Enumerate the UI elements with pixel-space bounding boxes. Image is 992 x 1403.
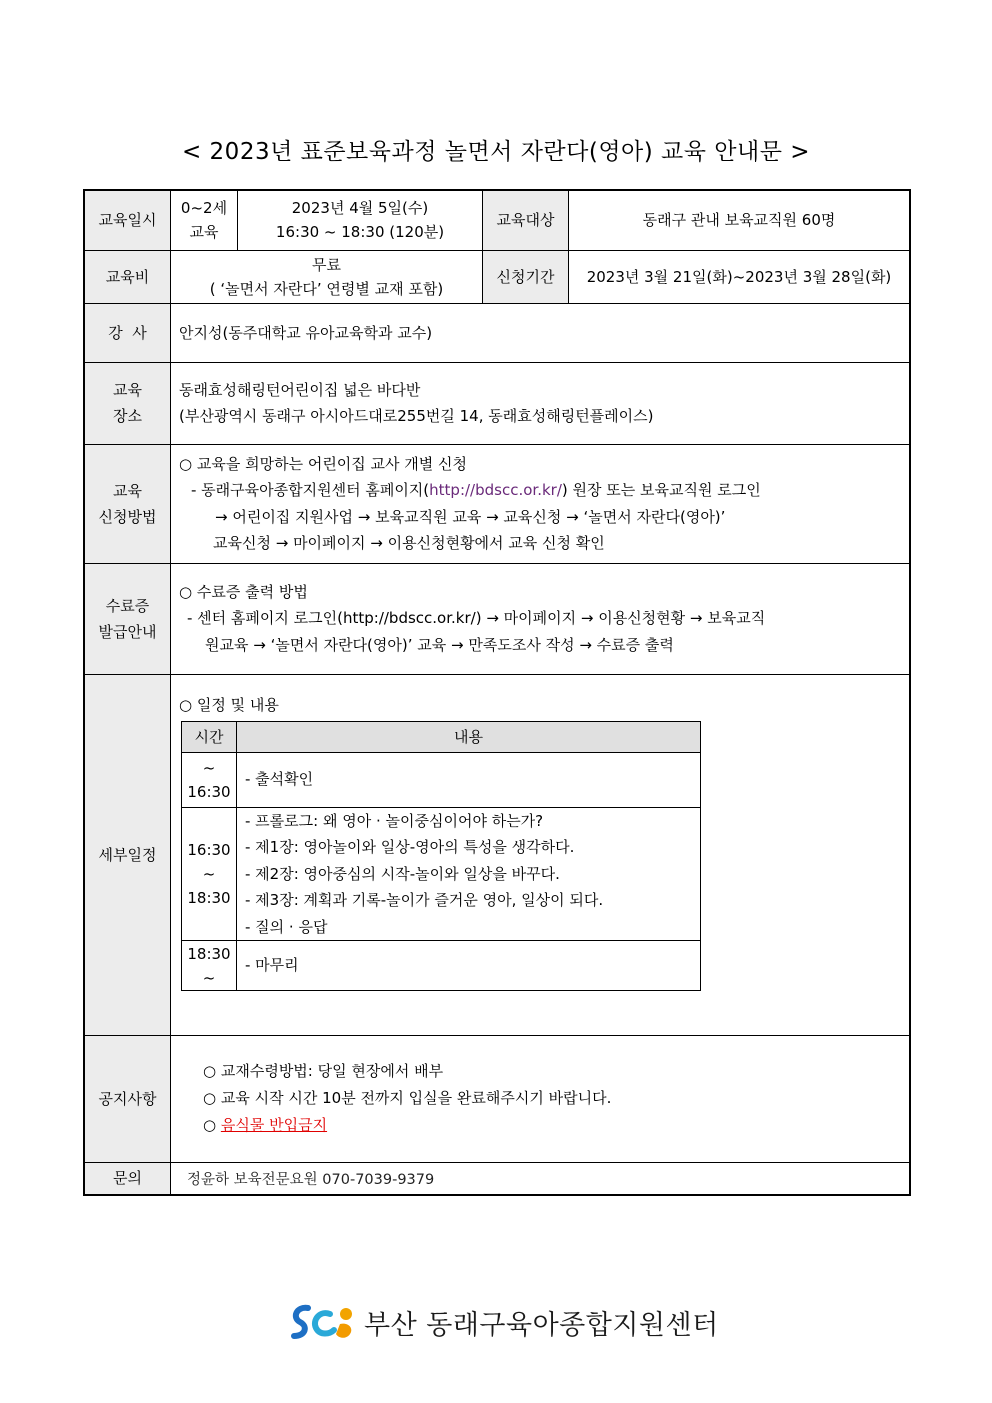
fee-line2: ( ‘놀면서 자란다’ 연령별 교재 포함)	[209, 279, 444, 298]
notice-label: 공지사항	[84, 1035, 171, 1162]
cert-line2: 원교육 → ‘놀면서 자란다(영아)’ 교육 → 만족도조사 작성 → 수료증 출력	[205, 635, 674, 654]
cert-cell	[171, 563, 911, 674]
center-logo-icon	[290, 1300, 358, 1344]
time-cell: 16:30 ~ 18:30	[182, 807, 237, 941]
food-ban-text: 음식물 반입금지	[220, 1116, 328, 1134]
info-table	[83, 189, 911, 1196]
age-line1: 0~2세	[180, 199, 228, 218]
target-label: 교육대상	[483, 190, 569, 250]
apply-line2: → 어린이집 지원사업 → 보육교직원 교육 → 교육신청 → ‘놀면서 자란다(영아)’	[215, 507, 726, 526]
notice-item-1: ○ 교재수령방법: 당일 현장에서 배부	[203, 1062, 444, 1080]
col-time-header: 시간	[182, 721, 237, 752]
contact-value: 정윤하 보육전문요원 070-7039-9379	[171, 1162, 911, 1195]
period-value: 2023년 3월 21일(화)~2023년 3월 28일(화)	[569, 250, 911, 303]
cert-label	[84, 563, 171, 674]
org-name: 부산 동래구육아종합지원센터	[364, 1309, 719, 1341]
fee-cell	[171, 250, 483, 303]
content-cell: - 마무리	[237, 941, 701, 991]
place-label-line1: 교육	[113, 381, 142, 399]
notice-item-2: ○ 교육 시작 시간 10분 전까지 입실을 완료해주시기 바랍니다.	[203, 1089, 612, 1107]
schedule-heading: ○ 일정 및 내용	[179, 695, 279, 714]
homepage-link[interactable]: http://bdscc.or.kr/	[429, 481, 562, 499]
date-line1: 2023년 4월 5일(수)	[291, 199, 429, 218]
notice-cell	[171, 1035, 911, 1162]
place-cell	[171, 362, 911, 444]
footer-logo	[290, 1300, 719, 1344]
cert-heading: ○ 수료증 출력 방법	[179, 582, 308, 601]
apply-line3: 교육신청 → 마이페이지 → 이용신청현황에서 교육 신청 확인	[213, 534, 605, 552]
content-cell: - 프롤로그: 왜 영아 · 놀이중심이어야 하는가? - 제1장: 영아놀이와 일상-영아의 특성을 생각하다. - 제2장: 영아중심의 시작-놀이와 일상을 바꾸다. - 제3장: 계획과 기록-놀이가 즐거운 영아, 일상이 되다. - 질의 · 응답	[237, 807, 701, 941]
time-cell: ~ 16:30	[182, 752, 237, 807]
apply-line1: - 동래구육아종합지원센터 홈페이지(http://bdscc.or.kr/) 원장 또는 보육교직원 로그인	[191, 481, 761, 499]
apply-label-line2: 신청방법	[98, 507, 157, 526]
place-line1: 동래효성해링턴어린이집 넓은 바다반	[179, 381, 421, 399]
table-row	[182, 941, 701, 991]
target-value: 동래구 관내 보육교직원 60명	[569, 190, 911, 250]
time-cell: 18:30 ~	[182, 941, 237, 991]
schedule-cell	[171, 674, 911, 1035]
content-cell: - 출석확인	[237, 752, 701, 807]
cert-label-line1: 수료증	[105, 596, 150, 615]
date-cell	[238, 190, 483, 250]
cert-line1: - 센터 홈페이지 로그인(http://bdscc.or.kr/) → 마이페이지 → 이용신청현황 → 보육교직	[187, 609, 766, 628]
apply-label	[84, 444, 171, 563]
lecturer-label: 강 사	[84, 303, 171, 362]
apply-cell	[171, 444, 911, 563]
date-label: 교육일시	[84, 190, 171, 250]
apply-label-line1: 교육	[113, 481, 142, 500]
document-title: < 2023년 표준보육과정 놀면서 자란다(영아) 교육 안내문 >	[181, 139, 811, 165]
date-line2: 16:30 ~ 18:30 (120분)	[275, 223, 445, 242]
apply-heading: ○ 교육을 희망하는 어린이집 교사 개별 신청	[179, 454, 468, 473]
period-label: 신청기간	[483, 250, 569, 303]
age-cell	[171, 190, 238, 250]
cert-label-line2: 발급안내	[98, 622, 157, 641]
lecturer-value: 안지성(동주대학교 유아교육학과 교수)	[171, 303, 911, 362]
notice-item-3: ○ 음식물 반입금지	[203, 1116, 328, 1134]
homepage-link-2[interactable]: http://bdscc.or.kr/	[342, 609, 476, 628]
place-label	[84, 362, 171, 444]
table-row	[182, 807, 701, 941]
table-row	[182, 752, 701, 807]
contact-label: 문의	[84, 1162, 171, 1195]
schedule-table	[181, 721, 701, 992]
fee-label: 교육비	[84, 250, 171, 303]
place-label-line2: 장소	[113, 407, 142, 425]
col-content-header: 내용	[237, 721, 701, 752]
schedule-label: 세부일정	[84, 674, 171, 1035]
place-line2: (부산광역시 동래구 아시아드대로255번길 14, 동래효성해링턴플레이스)	[179, 407, 654, 425]
fee-line1: 무료	[312, 255, 341, 274]
age-line2: 교육	[189, 223, 219, 242]
